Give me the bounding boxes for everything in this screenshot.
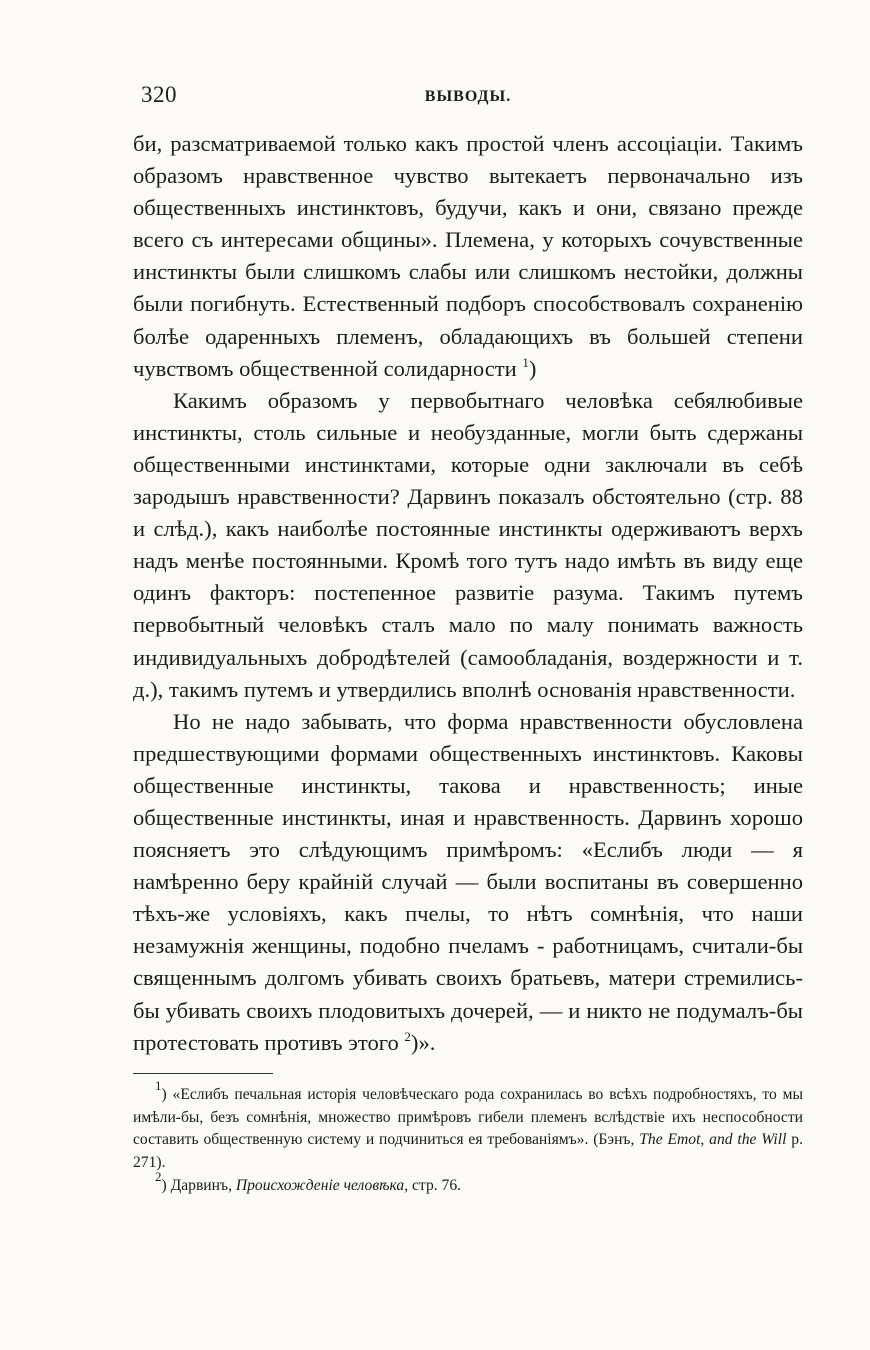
book-page xyxy=(133,78,803,1198)
paragraph-2: Какимъ образомъ у первобытнаго человѣка себялюбивые инстинкты, столь сильные и необузданные, могли быть сдержаны общественными инстинктами, которые одни заключали въ себѣ зародышъ нравственности? Дарвинъ показалъ обстоятельно (стр. 88 и слѣд.), какъ наиболѣе постоянные инстинкты одерживаютъ верхъ надъ менѣе постоянными. Кромѣ того тутъ надо имѣть въ виду еще одинъ факторъ: постепенное развитіе разума. Такимъ путемъ первобытный человѣкъ сталъ мало по малу понимать важность индивидуальныхъ добродѣтелей (самообладанія, воздержности и т. д.), такимъ путемъ и утвердились вполнѣ основанія нравственности. xyxy=(133,387,803,702)
page-number: 320 xyxy=(141,82,177,107)
paragraph-3-text: Но не надо забывать, что форма нравственности обусловлена предшествующими формами общественныхъ инстинктовъ. Каковы общественные инстинкты, такова и нравственность; иные общественные инстинкты, иная и нравственность. Дарвинъ хорошо поясняетъ это слѣдующимъ примѣромъ: «Еслибъ люди — я намѣренно беру крайній случай — были воспитаны въ совершенно тѣхъ-же условіяхъ, какъ пчелы, то нѣтъ сомнѣнія, что наши незамужнія женщины, подобно пчеламъ - работницамъ, считали-бы священнымъ долгомъ убивать своихъ братьевъ, матери стремились-бы убивать своихъ плодовитыхъ дочерей, — и никто не подумалъ-бы протестовать противъ этого xyxy=(133,708,803,1055)
footnote-1-text: ) «Еслибъ печальная исторія человѣческаго рода сохранилась во всѣхъ подробностяхъ, то мы имѣли-бы, безъ сомнѣнія, множество примѣровъ гибели племенъ вслѣдствіе ихъ неспособности составить общественную систему и подчиниться ея требованіямъ». (Бэнъ, xyxy=(133,1085,803,1149)
paragraph-1 xyxy=(133,128,803,385)
footnote-1-title: The Emot, and the Will xyxy=(639,1131,787,1149)
footnote-divider xyxy=(133,1073,273,1074)
footnote-1-marker: 1 xyxy=(155,1077,162,1093)
footnote-2-end: , стр. 76. xyxy=(404,1176,462,1194)
paragraph-3 xyxy=(133,706,803,1059)
footnote-2-text: ) Дарвинъ, xyxy=(161,1176,232,1194)
running-title: ВЫВОДЫ. xyxy=(424,88,512,105)
footnote-2-marker: 2 xyxy=(155,1168,162,1184)
footnote-1 xyxy=(133,1077,803,1175)
footnote-ref-1: 1 xyxy=(522,354,529,370)
footnote-2-title: Происхожденіе человѣка xyxy=(235,1176,405,1194)
page-header xyxy=(133,78,803,118)
footnote-2 xyxy=(133,1168,803,1198)
footnote-ref-2: 2 xyxy=(404,1028,411,1044)
paragraph-1-end: ) xyxy=(528,355,537,381)
paragraph-1-text: би, разсматриваемой только какъ простой членъ ассоціаціи. Такимъ образомъ нравственное чувство вытекаетъ первоначально изъ общественныхъ инстинктовъ, будучи, какъ и они, связано прежде всего съ интересами общины». Племена, у которыхъ сочувственные инстинкты были слишкомъ слабы или слишкомъ нестойки, должны были погибнуть. Естественный подборъ способствовалъ сохраненію болѣе одаренныхъ племенъ, обладающихъ въ большей степени чувствомъ общественной солидарности xyxy=(133,131,803,381)
body-text xyxy=(133,128,803,1059)
paragraph-3-end: )». xyxy=(410,1029,436,1055)
footnote-1-end: p. 271). xyxy=(133,1131,803,1172)
footnotes xyxy=(133,1077,803,1198)
